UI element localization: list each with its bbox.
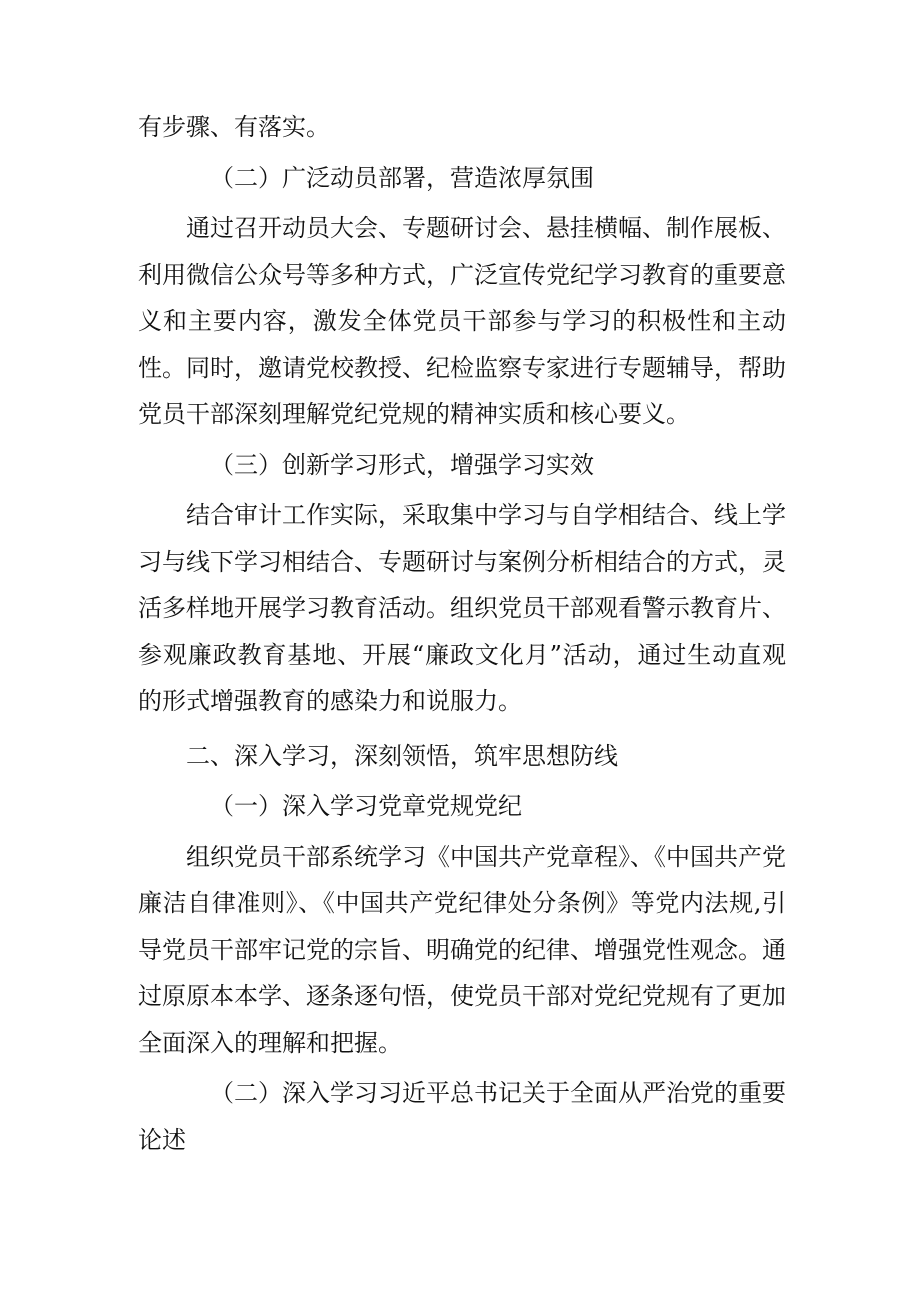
subheading-mobilization: （二）广泛动员部署，营造浓厚氛围: [210, 163, 594, 192]
document-body: [138, 104, 786, 1163]
paragraph-learning-forms: 结合审计工作实际，采取集中学习与自学相结合、线上学习与线下学习相结合、专题研讨与案例分析相结合的方式，灵活多样地开展学习教育活动。组织党员干部观看警示教育片、参观廉政教育基地、开展“廉政文化月”活动，通过生动直观的形式增强教育的感染力和说服力。: [138, 501, 786, 715]
subheading-learning-forms: （三）创新学习形式，增强学习实效: [210, 450, 594, 479]
section-heading-two: 二、深入学习，深刻领悟，筑牢思想防线: [186, 741, 618, 770]
subheading-important-discourse: （二）深入学习习近平总书记关于全面从严治党的重要论述: [138, 1079, 786, 1154]
paragraph-mobilization: 通过召开动员大会、专题研讨会、悬挂横幅、制作展板、利用微信公众号等多种方式，广泛宣传党纪学习教育的重要意义和主要内容，激发全体党员干部参与学习的积极性和主动性。同时，邀请党校教授、纪检监察专家进行专题辅导，帮助党员干部深刻理解党纪党规的精神实质和核心要义。: [138, 214, 786, 428]
paragraph-party-rules: 组织党员干部系统学习《中国共产党章程》、《中国共产党廉洁自律准则》、《中国共产党纪律处分条例》等党内法规,引导党员干部牢记党的宗旨、明确党的纪律、增强党性观念。通过原原本本学、逐条逐句悟，使党员干部对党纪党规有了更加全面深入的理解和把握。: [138, 842, 786, 1057]
subheading-party-rules: （一）深入学习党章党规党纪: [210, 792, 522, 820]
paragraph-continuation: 有步骤、有落实。: [138, 113, 330, 141]
